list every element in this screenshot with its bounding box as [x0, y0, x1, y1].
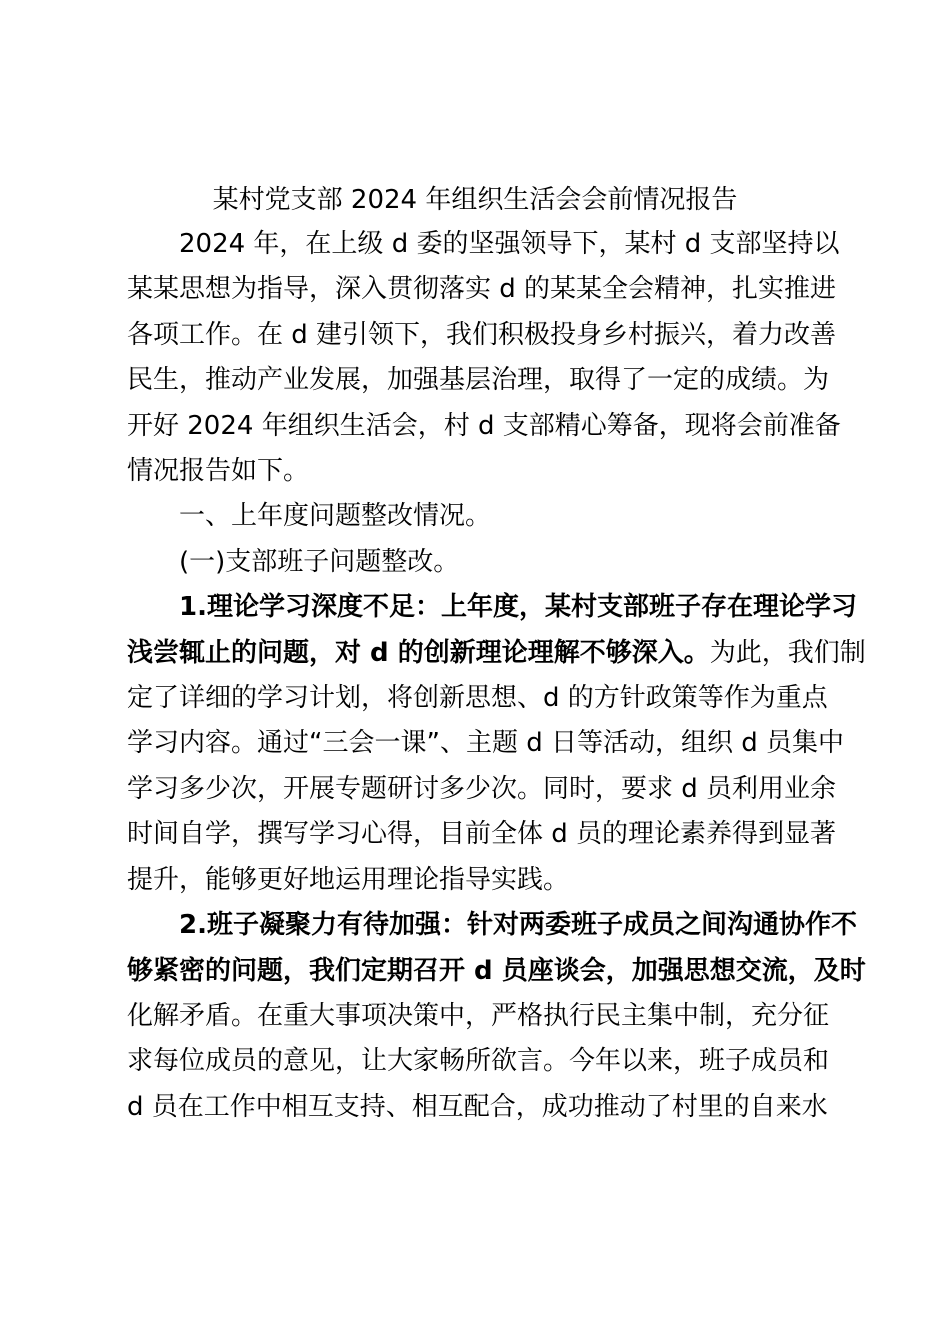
item-1-bold-line: 1.理论学习深度不足：上年度，某村支部班子存在理论学习 — [179, 592, 857, 623]
item-1-line: 时间自学，撰写学习心得，目前全体 d 员的理论素养得到显著 — [127, 819, 837, 850]
section-heading: 一、上年度问题整改情况。 — [179, 501, 492, 532]
item-1-bold-text: 浅尝辄止的问题，对 d 的创新理论理解不够深入。 — [127, 637, 710, 668]
item-1-line: 提升，能够更好地运用理论指导实践。 — [127, 864, 570, 895]
item-1-mixed-line — [127, 631, 866, 676]
intro-line: 民生，推动产业发展，加强基层治理，取得了一定的成绩。为 — [127, 365, 830, 396]
item-2-paragraph — [127, 903, 866, 1130]
item-1-paragraph — [127, 585, 866, 903]
intro-line: 开好 2024 年组织生活会，村 d 支部精心筹备，现将会前准备 — [127, 410, 841, 441]
document-title: 某村党支部 2024 年组织生活会会前情况报告 — [212, 185, 738, 215]
item-2-line: d 员在工作中相互支持、相互配合，成功推动了村里的自来水 — [127, 1091, 828, 1122]
item-1-line: 学习多少次，开展专题研讨多少次。同时，要求 d 员利用业余 — [127, 773, 837, 804]
intro-paragraph — [127, 222, 841, 494]
item-2-line: 求每位成员的意见，让大家畅所欲言。今年以来，班子成员和 — [127, 1046, 830, 1077]
item-2-bold-line: 2.班子凝聚力有待加强：针对两委班子成员之间沟通协作不 — [179, 910, 857, 941]
document-body — [127, 222, 866, 1130]
item-2-bold-line: 够紧密的问题，我们定期召开 d 员座谈会，加强思想交流，及时 — [127, 955, 866, 986]
intro-line: 2024 年，在上级 d 委的坚强领导下，某村 d 支部坚持以 — [179, 229, 840, 259]
item-1-line: 学习内容。通过“三会一课”、主题 d 日等活动，组织 d 员集中 — [127, 728, 845, 759]
item-2-line: 化解矛盾。在重大事项决策中，严格执行民主集中制，充分征 — [127, 1000, 830, 1031]
item-1-line: 定了详细的学习计划，将创新思想、d 的方针政策等作为重点 — [127, 683, 828, 714]
subsection-heading: (一)支部班子问题整改。 — [179, 546, 460, 577]
intro-line: 各项工作。在 d 建引领下，我们积极投身乡村振兴，着力改善 — [127, 319, 837, 350]
intro-line: 某某思想为指导，深入贯彻落实 d 的某某全会精神，扎实推进 — [127, 274, 837, 305]
item-1-normal-text: 为此，我们制 — [709, 637, 866, 668]
intro-line: 情况报告如下。 — [127, 456, 310, 487]
